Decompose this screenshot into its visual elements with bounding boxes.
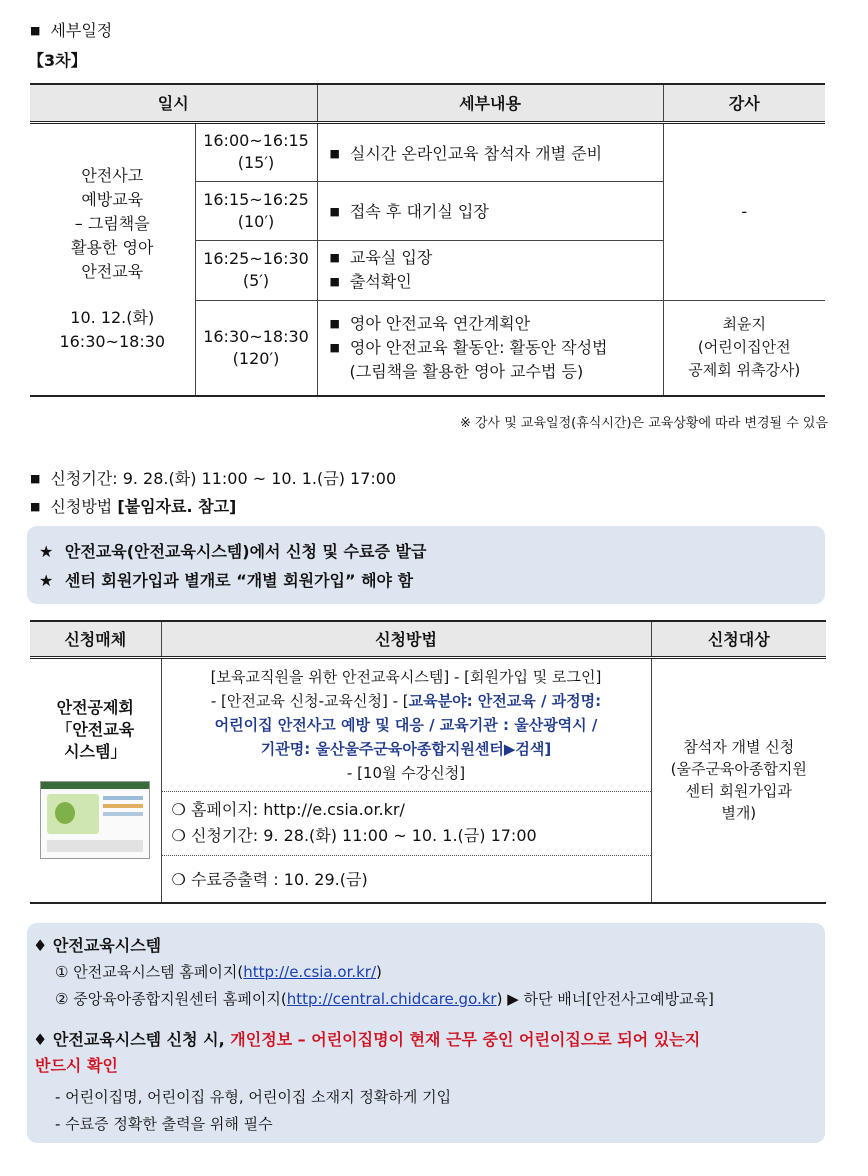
time-cell [195,300,317,396]
apply-period [30,466,396,489]
content-item: 영아 안전교육 연간계획안 [349,313,531,333]
duration: (15′) [237,153,275,172]
content-item-extra: (그림책을 활용한 영아 교수법 등) [349,361,584,381]
info-sub: - 어린이집명, 어린이집 유형, 어린이집 소재지 정확하게 기입 [55,1088,452,1106]
time-range: 16:15~16:25 [203,189,309,209]
homepage-text: 홈페이지: http://e.csia.or.kr/ [190,800,405,819]
period-text: 신청기간: 9. 28.(화) 11:00 ~ 10. 1.(금) 17:00 [190,826,537,845]
time-range: 16:00~16:15 [203,131,309,150]
apply-period-text: 신청기간: 9. 28.(화) 11:00 ~ 10. 1.(금) 17:00 [50,469,397,488]
circled-number: ① [55,963,69,981]
star-icon: ★ [39,571,54,590]
content-item: 영아 안전교육 활동안: 활동안 작성법 [349,337,608,357]
duration: (5′) [242,271,270,290]
method-line-highlight: 교육분야: 안전교육 / 과정명: [408,691,602,710]
course-line: 안전사고 [81,166,144,186]
star-note-box [27,526,825,604]
site-thumbnail [40,781,150,859]
header-media: 신청매체 [30,621,161,657]
media-line: 시스템」 [64,741,127,761]
info-text: ) [376,963,382,981]
media-cell [30,657,161,903]
instructor-cell [663,300,825,396]
method-line-highlight: 기관명: 울산울주군육아종합지원센터▶검색] [260,739,552,758]
method-line: [보육교직원을 위한 안전교육시스템] - [회원가입 및 로그인] [210,667,602,686]
apply-method-label: 신청방법 [50,497,113,516]
cert-cell [161,855,651,903]
schedule-note: ※ 강사 및 교육일정(휴식시간)은 교육상황에 따라 변경될 수 있음 [459,416,828,431]
star-text: 센터 회원가입과 별개로 “개별 회원가입” 해야 함 [64,571,414,590]
circle-bullet-icon: ❍ [171,826,186,845]
instructor-line: (어린이집안전 [697,338,791,357]
square-bullet-icon: ■ [30,472,41,485]
target-line: 참석자 개별 신청 [683,738,795,757]
warning-text: 반드시 확인 [35,1056,118,1075]
content-cell [317,181,663,240]
time-cell [195,240,317,300]
csia-link[interactable]: http://e.csia.or.kr/ [243,963,377,981]
course-line: 활용한 영아 [71,238,154,258]
instructor-line: 최윤지 [722,315,766,334]
section-title: 세부일정 [50,21,113,40]
central-link[interactable]: http://central.chidcare.go.kr [286,990,497,1008]
course-date: 10. 12.(화) [70,308,155,328]
content-cell [317,300,663,396]
content-cell [317,240,663,300]
section-heading [30,18,112,41]
time-cell [195,122,317,181]
square-bullet-icon: ■ [329,340,340,354]
target-cell [651,657,826,903]
course-time: 16:30~18:30 [59,332,166,352]
info-text: 중앙육아종합지원센터 홈페이지( [73,990,287,1008]
info-title [33,933,161,956]
apply-table [30,620,826,904]
star-text: 안전교육(안전교육시스템)에서 신청 및 수료증 발급 [64,542,427,561]
content-item: 교육실 입장 [349,248,433,267]
target-line: (울주군육아종합지원 [670,760,807,779]
square-bullet-icon: ■ [329,146,340,160]
droplet-icon: ♦ [33,1030,48,1049]
apply-method [30,494,236,517]
info-text: 안전교육시스템 홈페이지( [73,963,244,981]
duration: (120′) [232,348,280,368]
header-content: 세부내용 [317,84,663,122]
target-line: 별개) [721,804,757,823]
info-line [55,961,382,982]
instructor-cell-empty: - [663,122,825,300]
time-range: 16:25~16:30 [203,249,309,268]
course-line: 안전교육 [81,262,144,282]
content-item: 출석확인 [349,272,412,291]
square-bullet-icon: ■ [30,500,41,513]
time-cell [195,181,317,240]
method-line: - [10월 수강신청] [346,763,466,782]
method-cell [161,657,651,791]
info-title-text: 안전교육시스템 신청 시, [52,1030,231,1049]
time-range: 16:30~18:30 [203,326,309,346]
star-line [39,568,413,591]
circle-bullet-icon: ❍ [171,800,186,819]
warning-text: 개인정보 – 어린이집명이 현재 근무 중인 어린이집으로 되어 있는지 [230,1030,701,1049]
header-datetime: 일시 [30,84,317,122]
schedule-table [30,83,825,397]
header-target: 신청대상 [707,630,770,650]
method-line: - [안전교육 신청-교육신청] - [ [210,691,409,710]
info-box [27,923,825,1143]
method-line-highlight: 어린이집 안전사고 예방 및 대응 / 교육기관 : 울산광역시 / [214,715,598,734]
info-text: ) ▶ 하단 배너[안전사고예방교육] [496,990,714,1008]
header-method: 신청방법 [161,621,651,657]
course-line: 예방교육 [81,190,144,210]
info-line [55,988,714,1009]
header-instructor: 강사 [728,94,760,114]
info-sub: - 수료증 정확한 출력을 위해 필수 [55,1115,273,1133]
info-title-text: 안전교육시스템 [52,936,162,955]
homepage-cell [161,791,651,855]
square-bullet-icon: ■ [329,316,340,330]
info-title [33,1027,819,1079]
star-icon: ★ [39,542,54,561]
instructor-line: 공제회 위촉강사) [688,361,801,380]
content-cell [317,122,663,181]
content-item: 접속 후 대기실 입장 [349,202,489,221]
circle-bullet-icon: ❍ [171,870,186,890]
course-line: – 그림책을 [74,214,150,234]
square-bullet-icon: ■ [329,275,340,288]
cert-text: 수료증출력 : 10. 29.(금) [190,870,368,890]
media-line: 안전공제회 [56,697,134,717]
course-cell [30,122,195,396]
apply-method-ref: [붙임자료. 참고] [117,497,237,516]
droplet-icon: ♦ [33,936,48,955]
square-bullet-icon: ■ [30,24,41,37]
target-line: 센터 회원가입과 [685,782,792,801]
media-line: 「안전교육 [56,719,135,739]
star-line [39,539,426,562]
duration: (10′) [237,211,275,231]
content-item: 실시간 온라인교육 참석자 개별 준비 [349,143,603,163]
circled-number: ② [55,990,69,1008]
square-bullet-icon: ■ [329,205,340,218]
square-bullet-icon: ■ [329,251,340,264]
round-label: 【3차】 [28,51,87,70]
